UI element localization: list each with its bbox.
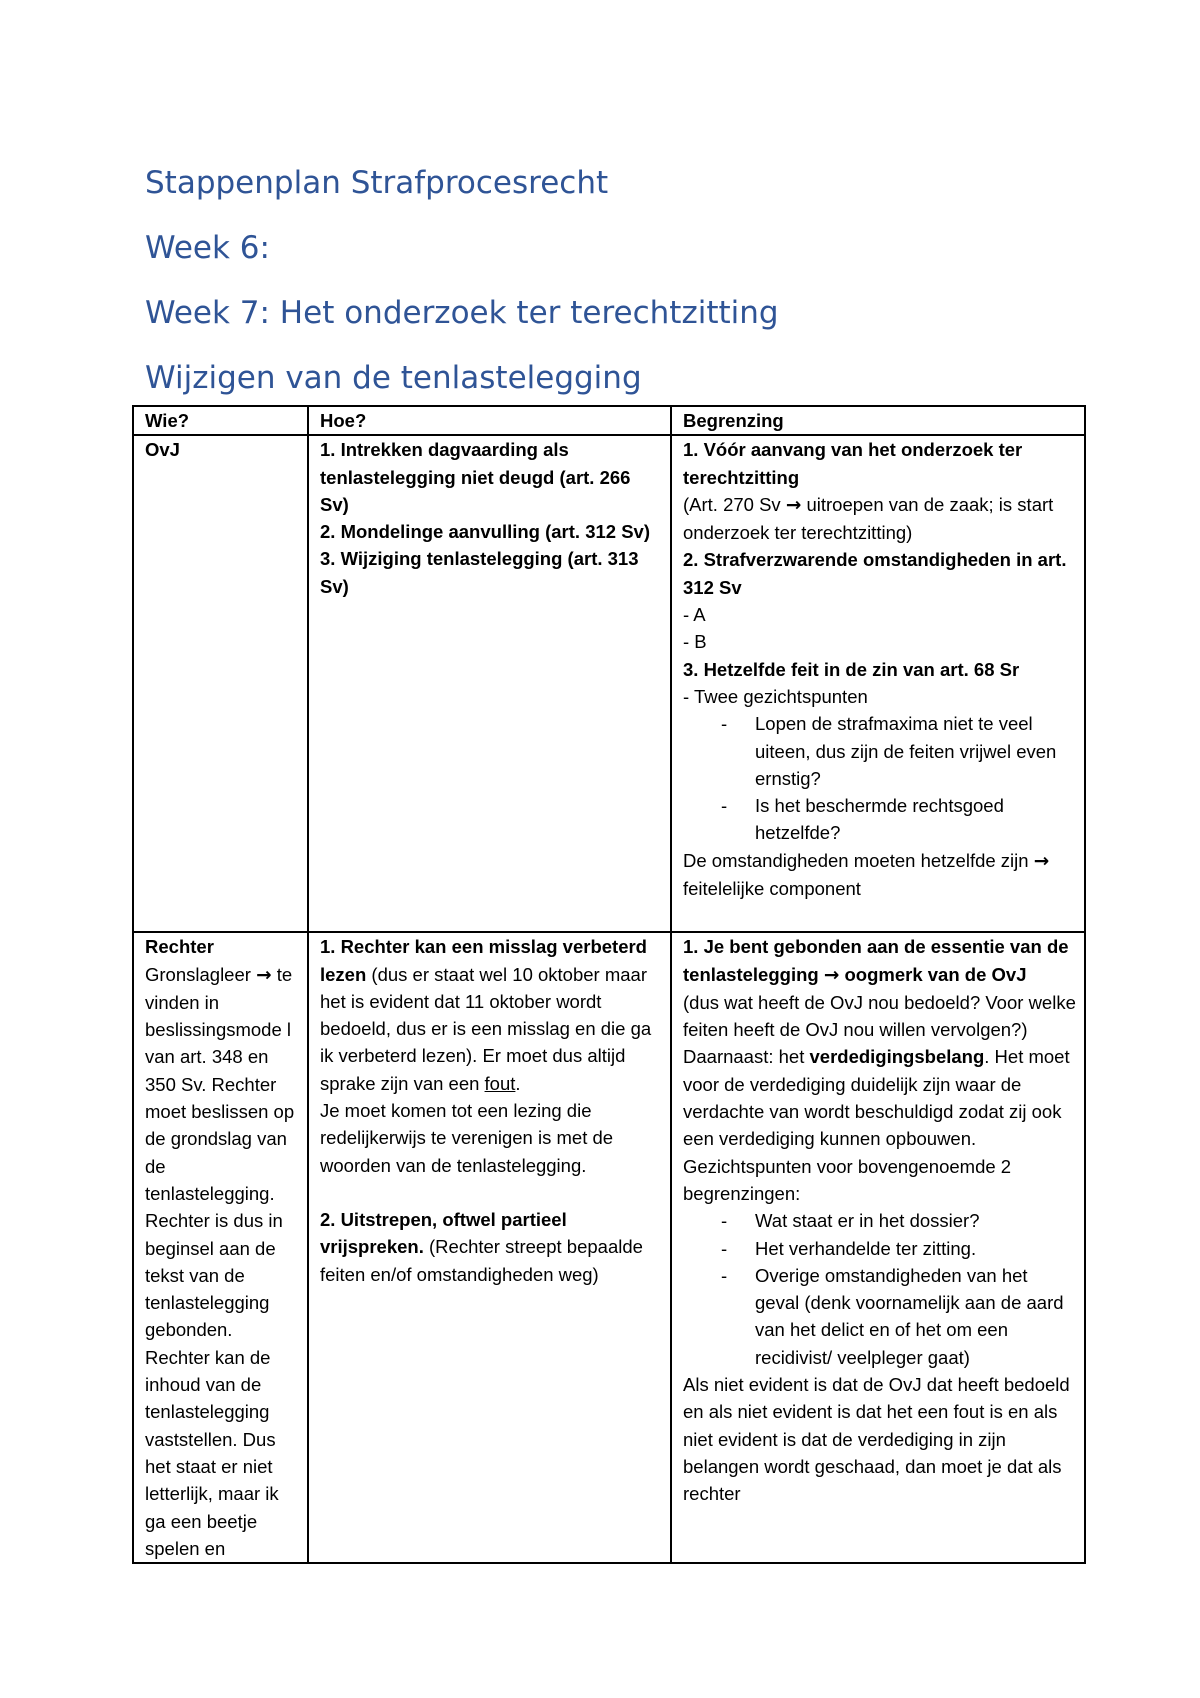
cell-hoe-ovj xyxy=(308,435,671,932)
limit-text: (Art. 270 Sv → uitroepen van de zaak; is start onderzoek ter terechtzitting) xyxy=(683,493,1054,544)
limit-text: (dus wat heeft de OvJ nou bedoeld? Voor welke feiten heeft de OvJ nou willen vervolgen?) xyxy=(683,991,1076,1041)
list-item: - Lopen de strafmaxima niet te veel uiteen, dus zijn de feiten vrijwel even ernstig? xyxy=(683,710,1076,792)
list-item: - Wat staat er in het dossier? xyxy=(683,1207,1076,1234)
actor-ovj: OvJ xyxy=(145,439,180,461)
method-text: Je moet komen tot een lezing die redelijkerwijs te verenigen is met de woorden van de tenlastelegging. xyxy=(320,1100,614,1176)
tenlastelegging-table xyxy=(132,405,1086,1564)
table-row-ovj xyxy=(133,435,1085,932)
method-text: 1. Rechter kan een misslag verbeterd lezen (dus er staat wel 10 oktober maar het is evident dat 11 oktober wordt bedoeld, dus er is een misslag en die ga ik verbeterd lezen). Er moet dus altijd sprake zijn van een fout. xyxy=(320,936,652,1094)
actor-text: Gronslagleer → te vinden in beslissingsmode l van art. 348 en 350 Sv. Rechter moet beslissen op de grondslag van de tenlastelegging. Rechter is dus in beginsel aan de tekst van de tenlastelegging gebonden. Rechter kan de inhoud van de tenlastelegging vaststellen. Dus het staat er niet letterlijk, maar ik ga een beetje spelen en xyxy=(145,963,295,1559)
list-item: 1. Intrekken dagvaarding als tenlastelegging niet deugd (art. 266 Sv) xyxy=(320,439,631,515)
actor-rechter: Rechter xyxy=(145,936,214,958)
arrow-icon: → xyxy=(823,964,840,986)
table-header-row xyxy=(133,406,1085,435)
list-item: 3. Wijziging tenlastelegging (art. 313 Sv) xyxy=(320,548,639,597)
limit-text: De omstandigheden moeten hetzelfde zijn → feitelelijke component xyxy=(683,849,1050,900)
list-item: - Is het beschermde rechtsgoed hetzelfde? xyxy=(683,792,1076,847)
column-header-begrenzing: Begrenzing xyxy=(671,406,1085,435)
list-item: - B xyxy=(683,631,707,653)
heading-week-7: Week 7: Het onderzoek ter terechtzitting xyxy=(145,295,779,331)
column-header-hoe: Hoe? xyxy=(308,406,671,435)
document-title: Stappenplan Strafprocesrecht xyxy=(145,165,609,201)
limit-text: - Twee gezichtspunten xyxy=(683,685,868,707)
arrow-icon: → xyxy=(785,494,802,516)
heading-week-6: Week 6: xyxy=(145,230,270,266)
column-header-wie: Wie? xyxy=(133,406,308,435)
heading-section: Wijzigen van de tenlastelegging xyxy=(145,360,642,396)
arrow-icon: → xyxy=(1033,850,1050,872)
limit-text: Als niet evident is dat de OvJ dat heeft bedoeld en als niet evident is dat het een fout is en als niet evident is dat de verdediging in zijn belangen wordt geschaad, dan moet je dat als rechter xyxy=(683,1374,1070,1505)
limit-text: Gezichtspunten voor bovengenoemde 2 begrenzingen: xyxy=(683,1155,1012,1204)
method-text: 2. Uitstrepen, oftwel partieel vrijspreken. (Rechter streept bepaalde feiten en/of omstandigheden weg) xyxy=(320,1208,643,1285)
list-item: - Overige omstandigheden van het geval (denk voornamelijk aan de aard van het delict en of het om een recidivist/ veelpleger gaat) xyxy=(683,1262,1076,1371)
cell-wie-rechter xyxy=(133,932,308,1563)
limit-title: 2. Strafverzwarende omstandigheden in art. 312 Sv xyxy=(683,549,1067,598)
cell-hoe-rechter xyxy=(308,932,671,1563)
list-item: 2. Mondelinge aanvulling (art. 312 Sv) xyxy=(320,521,650,543)
cell-begrenzing-ovj xyxy=(671,435,1085,932)
table-row-rechter xyxy=(133,932,1085,1563)
limit-title: 3. Hetzelfde feit in de zin van art. 68 Sr xyxy=(683,658,1020,680)
cell-begrenzing-rechter xyxy=(671,932,1085,1563)
cell-wie-ovj xyxy=(133,435,308,932)
list-item: - Het verhandelde ter zitting. xyxy=(683,1235,1076,1262)
limit-text: Daarnaast: het verdedigingsbelang. Het moet voor de verdediging duidelijk zijn waar de verdachte van wordt beschuldigd zodat zij ook een verdediging kunnen opbouwen. xyxy=(683,1046,1070,1150)
limit-title: 1. Vóór aanvang van het onderzoek ter terechtzitting xyxy=(683,439,1023,488)
arrow-icon: → xyxy=(256,964,272,986)
limit-title: 1. Je bent gebonden aan de essentie van de tenlastelegging → oogmerk van de OvJ xyxy=(683,936,1069,986)
list-item: - A xyxy=(683,604,706,626)
